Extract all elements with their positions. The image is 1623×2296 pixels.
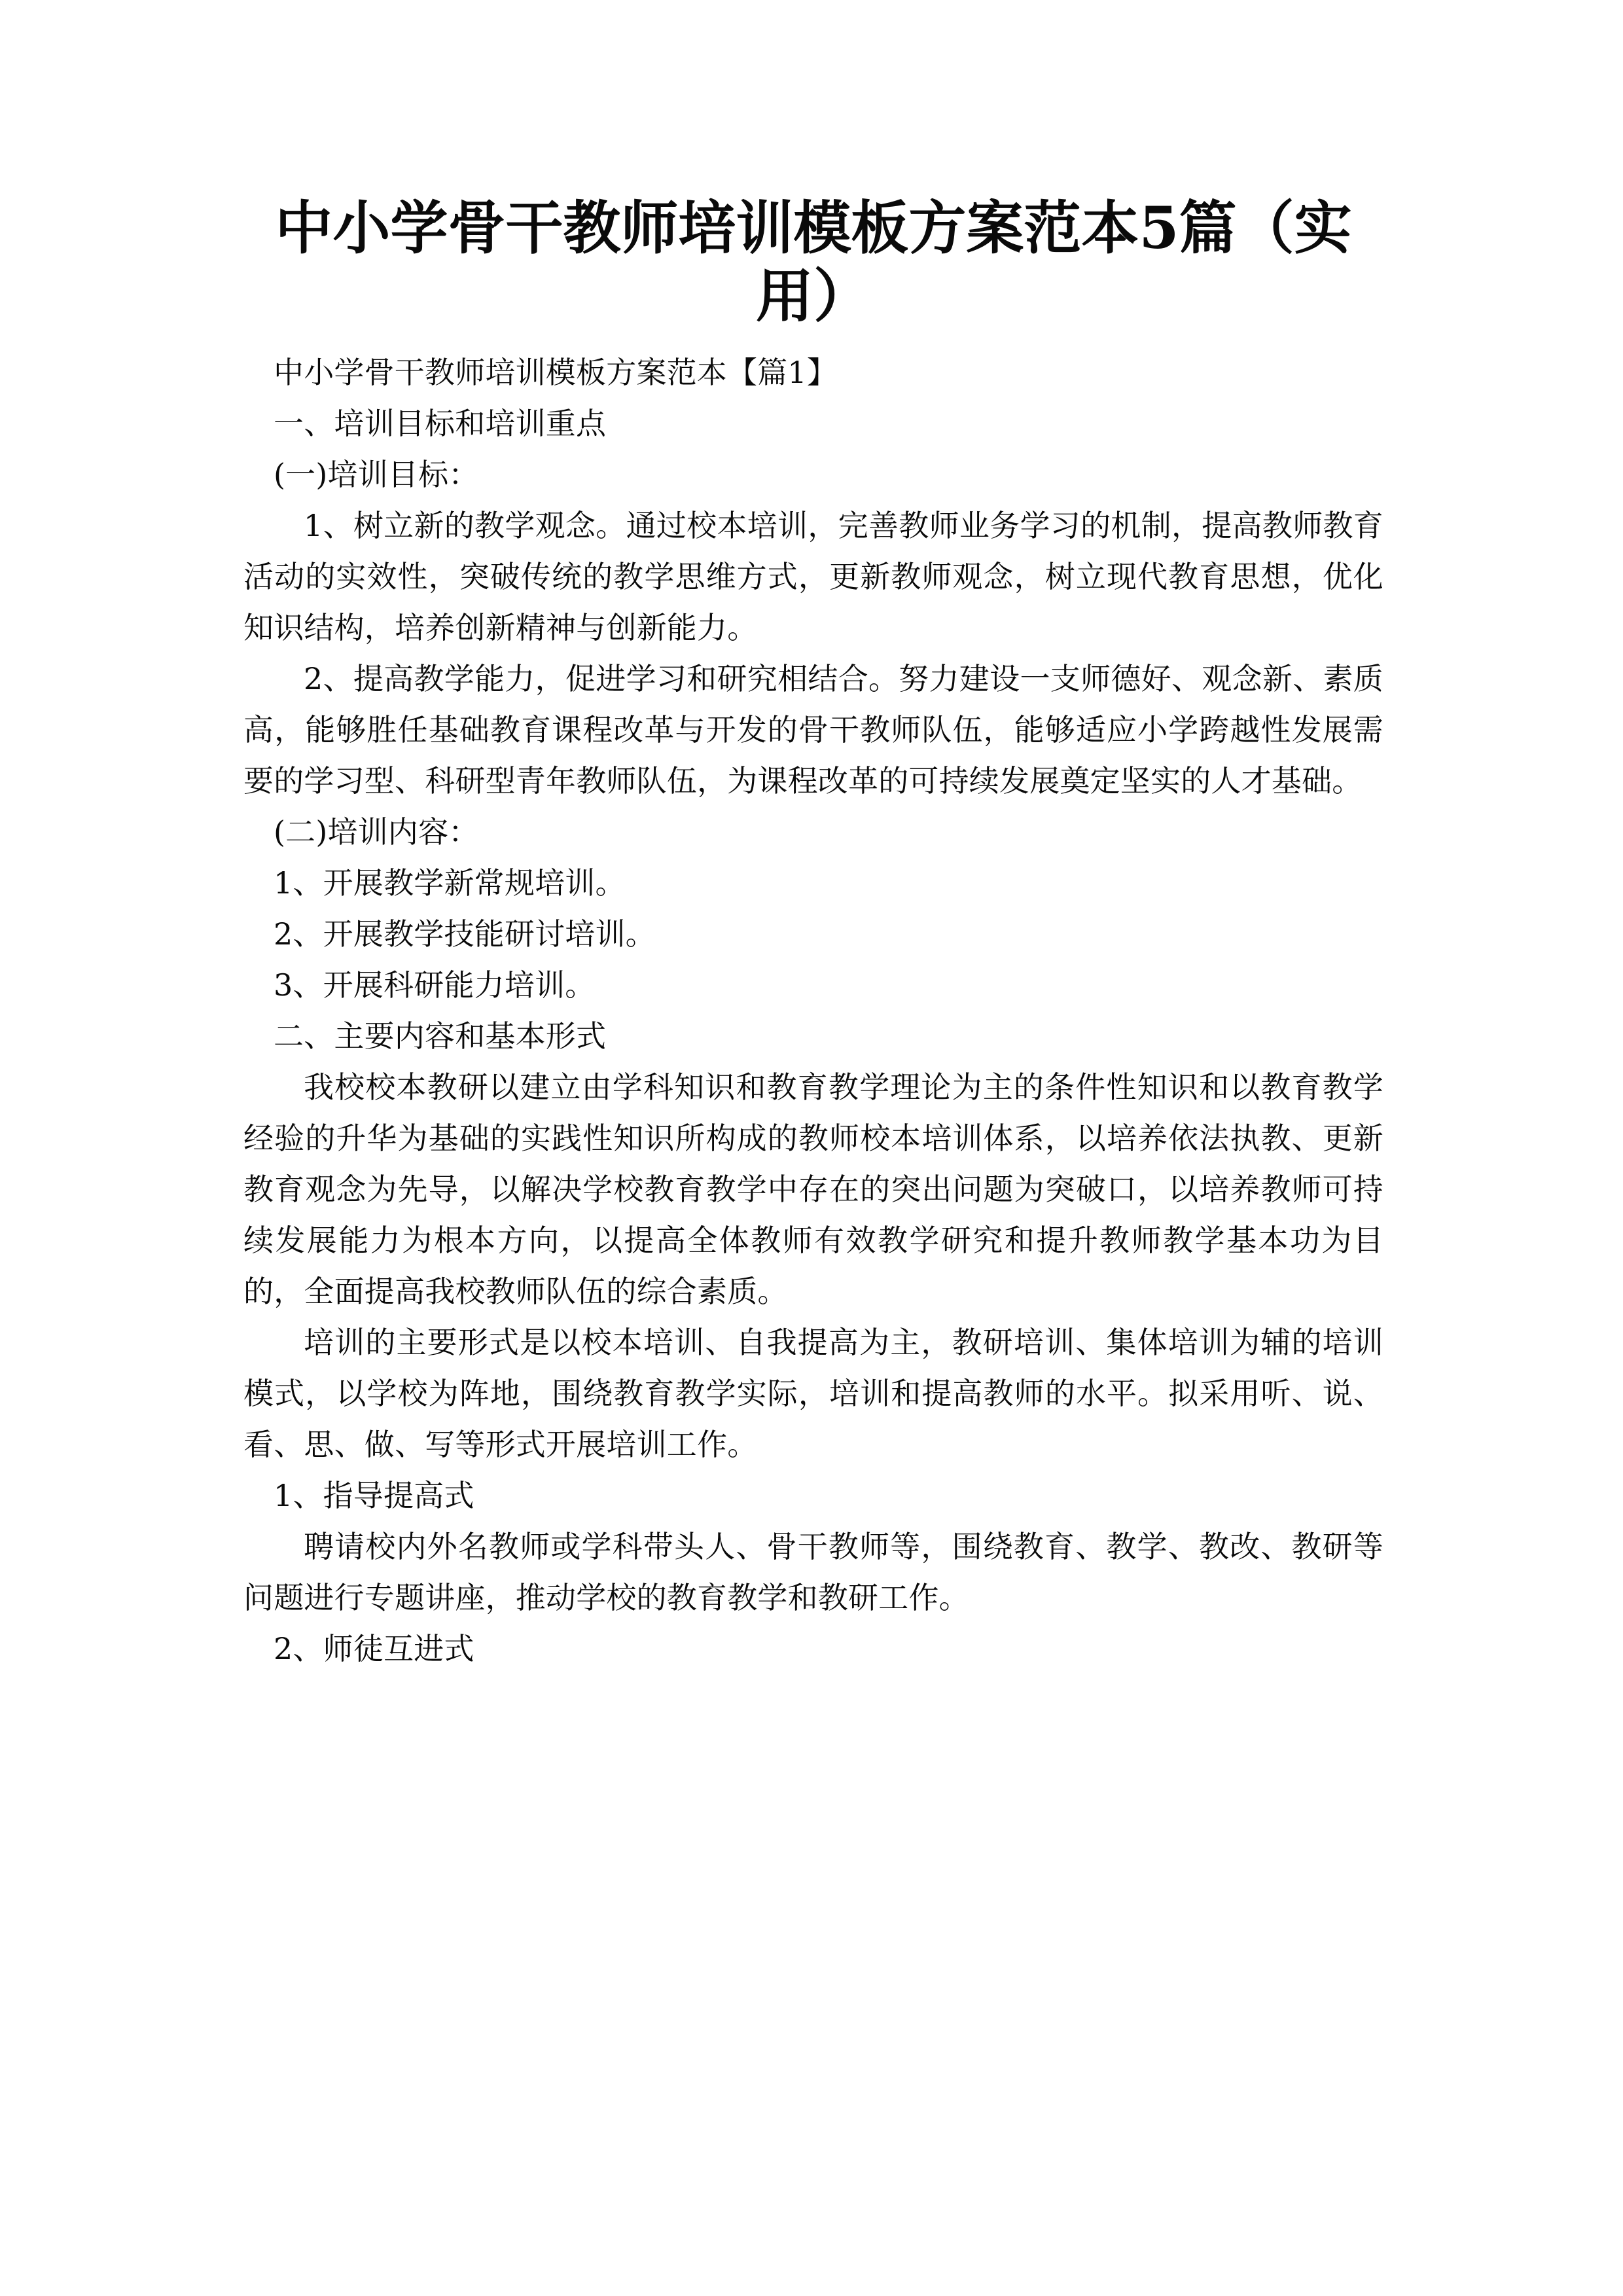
document-content (243, 194, 1383, 1674)
section-2-paragraph-2: 培训的主要形式是以校本培训、自我提高为主，教研培训、集体培训为辅的培训模式，以学校为阵地，围绕教育教学实际，培训和提高教师的水平。拟采用听、说、看、思、做、写等形式开展培训工作。 (243, 1325, 1383, 1462)
section-2-method-2-title: 2、师徒互进式 (274, 1631, 474, 1666)
page-title: 中小学骨干教师培训模板方案范本5篇（实用） (275, 194, 1352, 330)
section-2-method-1-title: 1、指导提高式 (274, 1478, 474, 1513)
section-1-content-item-2: 2、开展教学技能研讨培训。 (274, 916, 656, 952)
section-1-heading: 一、培训目标和培训重点 (274, 406, 607, 441)
section-1-goal-item-1: 1、树立新的教学观念。通过校本培训，完善教师业务学习的机制，提高教师教育活动的实效性，突破传统的教学思维方式，更新教师观念，树立现代教育思想，优化知识结构，培养创新精神与创新能力。 (243, 508, 1383, 645)
section-1-subheading-b: (二)培训内容： (274, 814, 479, 850)
section-1-subheading-a: (一)培训目标： (274, 457, 479, 492)
section-2-heading: 二、主要内容和基本形式 (274, 1018, 607, 1054)
section-2-method-1-body: 聘请校内外名教师或学科带头人、骨干教师等，围绕教育、教学、教改、教研等问题进行专题讲座，推动学校的教育教学和教研工作。 (243, 1529, 1383, 1615)
section-1-goal-item-2: 2、提高教学能力，促进学习和研究相结合。努力建设一支师德好、观念新、素质高，能够胜任基础教育课程改革与开发的骨干教师队伍，能够适应小学跨越性发展需要的学习型、科研型青年教师队伍，为课程改革的可持续发展奠定坚实的人才基础。 (243, 661, 1383, 798)
section-2-paragraph-1: 我校校本教研以建立由学科知识和教育教学理论为主的条件性知识和以教育教学经验的升华为基础的实践性知识所构成的教师校本培训体系，以培养依法执教、更新教育观念为先导，以解决学校教育教学中存在的突出问题为突破口，以培养教师可持续发展能力为根本方向，以提高全体教师有效教学研究和提升教师教学基本功为目的，全面提高我校教师队伍的综合素质。 (243, 1069, 1383, 1309)
section-1-content-item-3: 3、开展科研能力培训。 (274, 967, 596, 1003)
document-subtitle: 中小学骨干教师培训模板方案范本【篇1】 (274, 355, 838, 390)
section-1-content-item-1: 1、开展教学新常规培训。 (274, 865, 626, 901)
